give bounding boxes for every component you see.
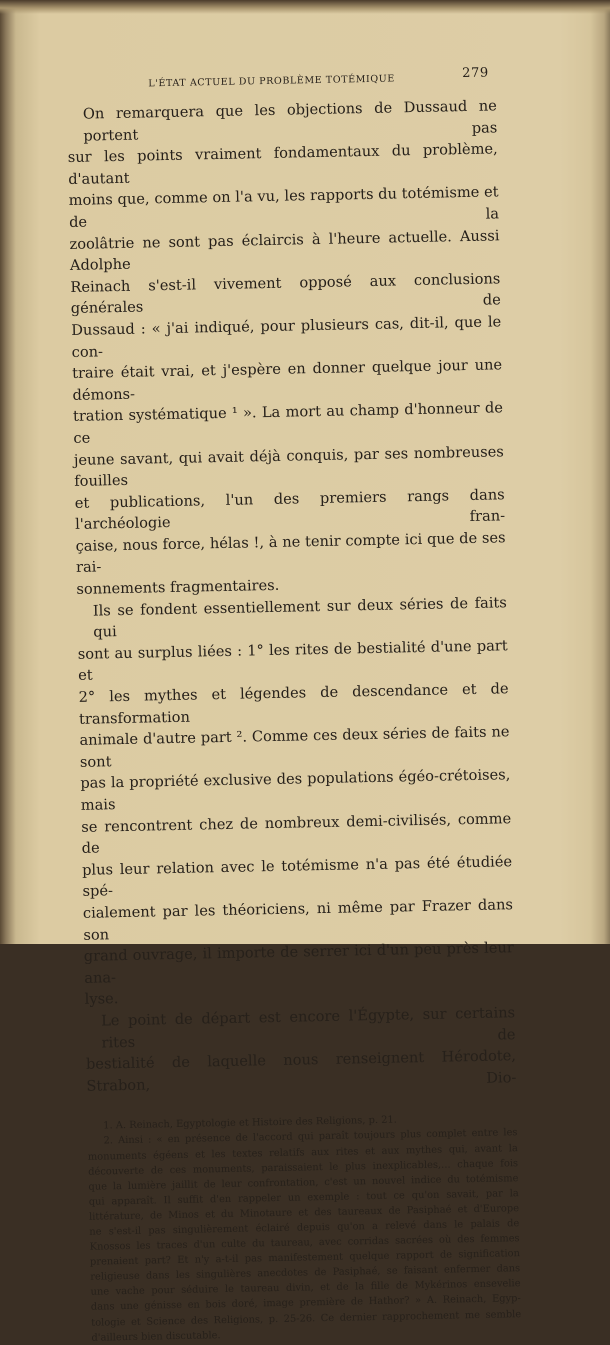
- body-line: grand ouvrage, il importe de serrer ici d'un peu près leur ana-: [83, 939, 514, 987]
- body-line: traire était vrai, et j'espère en donner quelque jour une démons-: [71, 356, 503, 404]
- body-line: çaise, nous force, hélas !, à ne tenir compte ici que de ses rai-: [75, 529, 506, 577]
- body-line: Le point de départ est encore l'Égypte, sur certains rites de: [100, 1004, 516, 1052]
- body-line: cialement par les théoriciens, ni même par Frazer dans son: [82, 896, 514, 944]
- body-line: On remarquera que les objections de Dussaud ne portent pas: [82, 97, 498, 145]
- footnote-line: que la lumière jaillit de leur confrontation, c'est un nouvel indice du totémisme: [88, 1172, 519, 1193]
- body-line: bestialité de laquelle nous renseignent Hérodote, Strabon, Dio-: [85, 1047, 517, 1095]
- footnote-line: tologie et Science des Religions, p. 25-26. Ce dernier rapprochement me semble: [91, 1308, 522, 1329]
- body-line: animale d'autre part ². Comme ces deux séries de faits ne sont: [79, 723, 510, 771]
- body-line: moins que, comme on l'a vu, les rapports du totémisme et de la: [68, 183, 500, 231]
- footnote-line: ne s'est-il pas singulièrement éclairé depuis qu'on a relevé dans le palais de: [89, 1218, 520, 1238]
- body-line: sur les points vraiment fondamentaux du problème, d'autant: [67, 140, 498, 188]
- body-line: Dussaud : « j'ai indiqué, pour plusieurs cas, dit-il, que le con-: [71, 313, 502, 361]
- body-line: et publications, l'un des premiers rangs dans l'archéologie fran-: [74, 485, 506, 534]
- body-line: Reinach s'est-il vivement opposé aux conclusions générales de: [70, 270, 501, 318]
- footnote-line: dans une génisse en bois doré, image première de Hathor? » A. Reinach, Egyp-: [90, 1293, 521, 1314]
- page-number: 279: [462, 65, 489, 82]
- footnote-line: prenaient part? Et n'y a-t-il pas manifestement quelque rapport de signification: [89, 1248, 521, 1268]
- body-line: plus leur relation avec le totémisme n'a pas été étudiée spé-: [81, 852, 513, 901]
- running-title: L'ÉTAT ACTUEL DU PROBLÈME TOTÉMIQUE: [148, 73, 395, 90]
- running-header: [76, 59, 496, 93]
- footnote-line: d'ailleurs bien discutable.: [91, 1329, 221, 1344]
- body-line: sont au surplus liées : 1° les rites de bestialité d'une part et: [77, 637, 508, 685]
- footnote-line: qui apparaît. Il suffit d'en rappeler un exemple : tout ce qu'on savait, par la: [88, 1187, 519, 1208]
- footnote-line: 2. Ainsi : « en présence de l'accord qui paraît toujours plus complet entre les: [103, 1127, 518, 1147]
- body-line: 2° les mythes et légendes de descendance et de transformation: [78, 680, 509, 728]
- footnote-line: littérature, de Minos et du Minotaure et des taureaux de Pasiphaé et d'Europe: [88, 1203, 520, 1223]
- body-line: jeune savant, qui avait déjà conquis, par ses nombreuses fouilles: [73, 442, 504, 491]
- body-line: lyse.: [84, 990, 119, 1009]
- body-line: Ils se fondent essentiellement sur deux séries de faits qui: [92, 593, 507, 641]
- body-line: sonnements fragmentaires.: [76, 576, 280, 598]
- body-line: pas la propriété exclusive des populations égéo-crétoises, mais: [80, 766, 511, 814]
- footnote-line: 1. A. Reinach, Egyptologie et Histoire des Religions, p. 21.: [103, 1114, 398, 1132]
- footnote-line: Knossos les traces d'un culte du taureau, avec corridas sacrées où des femmes: [89, 1233, 520, 1253]
- footnote-line: religieuse dans les singulières anecdotes de Pasiphaé, se faisant enfermer dans: [90, 1263, 521, 1284]
- footnotes: [87, 1110, 521, 1345]
- footnote-line: une vache pour séduire le taureau divin, et de la fille de Mykérinos ensevelie: [90, 1278, 521, 1299]
- body-line: tration systématique ¹ ». La mort au champ d'honneur de ce: [72, 399, 504, 447]
- body-text: [67, 95, 517, 1097]
- body-line: se rencontrent chez de nombreux demi-civilisés, comme de: [81, 809, 512, 858]
- footnote-line: découverte de ces monuments, paraissaient le plus inexplicables,... chaque fois: [88, 1157, 519, 1178]
- footnote-line: monuments égéens et les textes relatifs aux rites et aux mythes qui, avant la: [87, 1142, 518, 1163]
- body-line: zoolâtrie ne sont pas éclaircis à l'heure actuelle. Aussi Adolphe: [69, 226, 500, 275]
- page-content: [66, 59, 522, 1345]
